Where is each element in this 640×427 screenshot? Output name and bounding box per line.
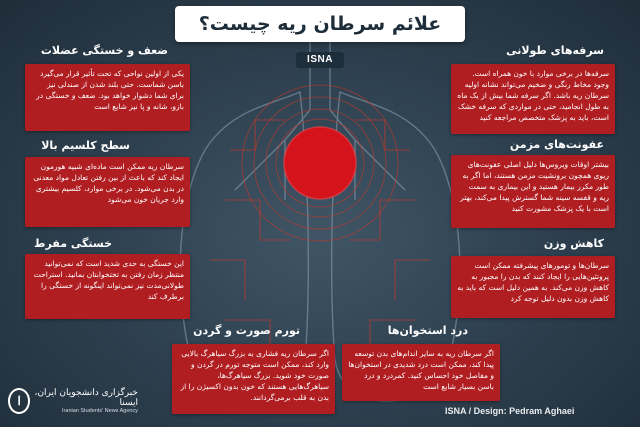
title-banner xyxy=(175,6,465,42)
card-cough: سرفه‌ها در برخی موارد با خون همراه است. وجود مخاط رنگی و ضخیم می‌تواند نشانه اولیه سرطان ریه باشد. اگر سرفه شما بیش از یک ماه به طول انجامید، حتی در مواردی که سرفه خشک است، باید به پزشک متخصص مراجعه کنید xyxy=(451,64,615,134)
agency-tag: ISNA xyxy=(296,52,344,68)
card-weight: سرطان‌ها و تومورهای پیشرفته ممکن است پروتئین‌هایی را ایجاد کنند که بدن را مجبور به کاهش وزن می‌کند. به همین دلیل است که باید به کاهش وزن بدون دلیل توجه کرد xyxy=(451,256,615,318)
heading-weight: کاهش وزن xyxy=(543,237,604,250)
heading-calcium: سطح کلسیم بالا xyxy=(41,139,130,152)
design-credit: ISNA / Design: Pedram Aghaei xyxy=(445,406,575,416)
card-bone: اگر سرطان ریه به سایر اندام‌های بدن توسعه پیدا کند، ممکن است درد شدیدی در استخوان‌ها و مفاصل خود احساس کنید. کمردرد و درد باسن بسیار شایع است xyxy=(342,344,500,401)
page-title: علائم سرطان ریه چیست؟ xyxy=(198,13,442,35)
logo-mark: ا xyxy=(8,388,30,414)
logo-english-name: Iranian Students' News Agency xyxy=(62,408,138,414)
card-calcium: سرطان ریه ممکن است ماده‌ای شبیه هورمون ایجاد کند که باعث از بین رفتن تعادل مواد معدنی در بدن می‌شود. در برخی موارد، کلسیم بیشتری وارد جریان خون می‌شود xyxy=(25,157,190,227)
right-vessels xyxy=(350,120,430,350)
heading-bone: درد استخوان‌ها xyxy=(387,324,468,337)
agency-logo xyxy=(8,380,138,422)
card-fatigue: این خستگی به حدی شدید است که نمی‌توانید منتظر زمان رفتن به تختخوابتان بمانید. استراحت طولانی‌مدت نیز نمی‌تواند اینگونه از خستگی را برطرف کند xyxy=(25,254,190,319)
card-infections: بیشتر اوقات ویروس‌ها دلیل اصلی عفونت‌های ریوی همچون برونشیت مزمن هستند، اما اگر به طور مکرر بیمار هستید و این بیماری به سمت ریه و قفسه سینه شما گسترش پیدا می‌کند، بهتر است با یک پزشک مشورت کنید xyxy=(451,155,615,228)
heading-cough: سرفه‌های طولانی xyxy=(506,44,604,57)
heading-infections: عفونت‌های مزمن xyxy=(509,138,604,151)
card-muscle: یکی از اولین نواحی که تحت تأثیر قرار می‌گیرد باسن شماست. حتی بلند شدن از صندلی نیز برای شما دشوار خواهد بود. ضعف و خستگی در بازو، شانه و پا نیز شایع است xyxy=(25,64,190,131)
heading-fatigue: خستگی مفرط xyxy=(34,237,112,250)
left-vessels xyxy=(210,120,290,350)
logo-persian-name: خبرگزاری دانشجویان ایران، ایسنا xyxy=(34,388,138,408)
heading-swelling: تورم صورت و گردن xyxy=(193,324,300,337)
heading-muscle: ضعف و خستگی عضلات xyxy=(40,44,168,57)
card-swelling: اگر سرطان ریه فشاری به بزرگ سیاهرگ بالایی وارد کند، ممکن است متوجه تورم در گردن و صورت خود شوید. بزرگ سیاهرگ‌ها، سیاهرگ‌هایی هستند که خون بدون اکسیژن را از بدن به قلب برمی‌گردانند. xyxy=(172,344,335,414)
trachea xyxy=(310,40,330,110)
